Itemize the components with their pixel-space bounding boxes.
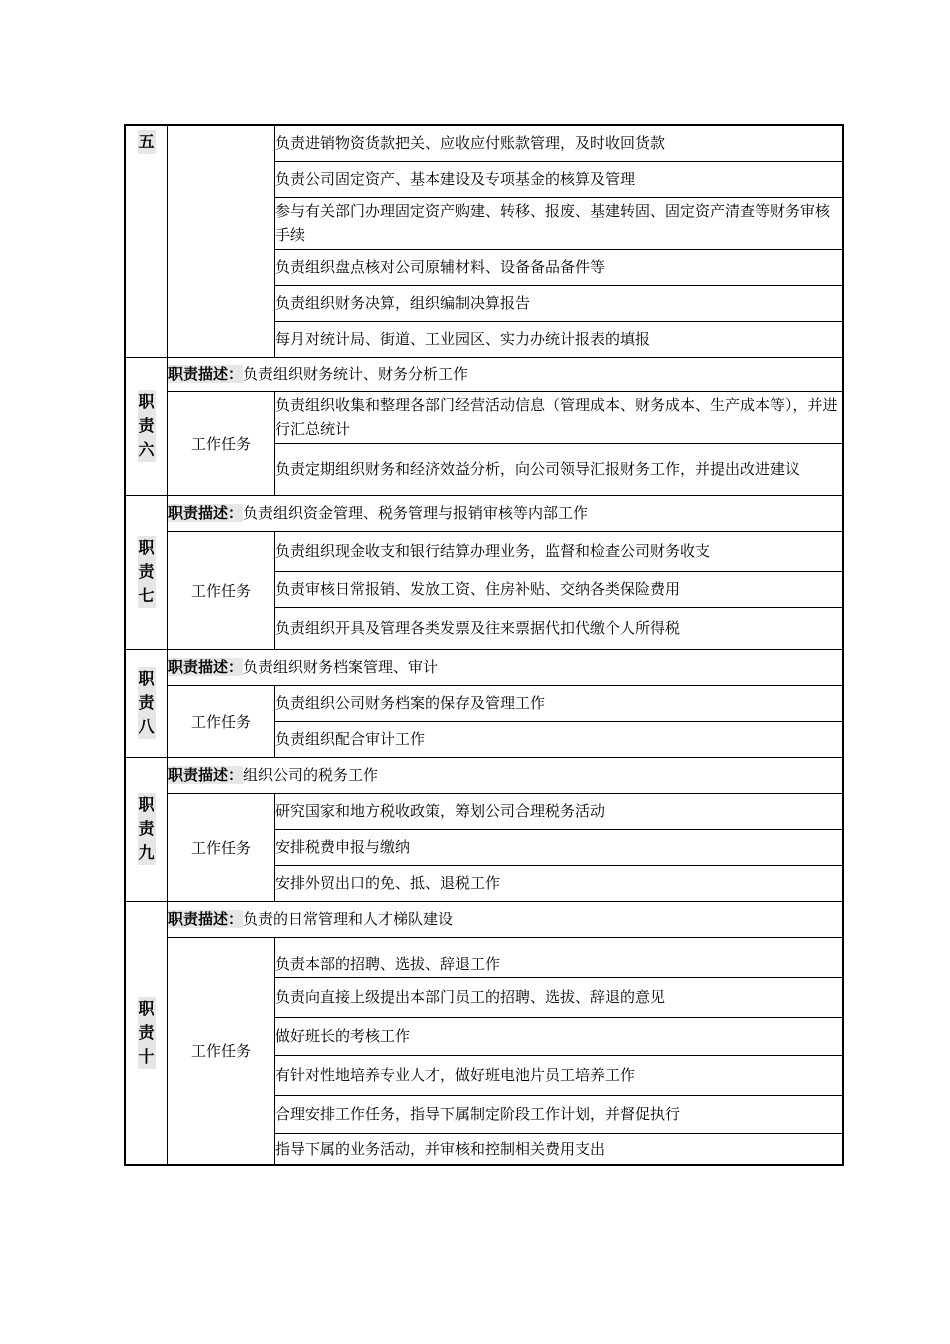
duty7-task-label: 工作任务 <box>168 531 275 649</box>
duty8-desc-text: 负责组织财务档案管理、审计 <box>243 658 439 676</box>
duty7-desc-text: 负责组织资金管理、税务管理与报销审核等内部工作 <box>243 504 589 522</box>
duty10-task-6: 指导下属的业务活动，并审核和控制相关费用支出 <box>275 1133 844 1165</box>
duty9-desc-label: 职责描述： <box>168 766 244 784</box>
duty6-task-1: 负责组织收集和整理各部门经营活动信息（管理成本、财务成本、生产成本等），并进行汇总统计 <box>275 391 844 443</box>
duty10-row <box>125 901 843 937</box>
duty7-desc-label: 职责描述： <box>168 504 244 522</box>
duty8-number: 职责八 <box>125 649 168 757</box>
duty7-description <box>168 495 844 531</box>
duty6-desc-label: 职责描述： <box>168 365 244 383</box>
duty7-task-1: 负责组织现金收支和银行结算办理业务，监督和检查公司财务收支 <box>275 531 844 571</box>
duty10-task-3: 做好班长的考核工作 <box>275 1017 844 1055</box>
duty10-number: 职责十 <box>125 901 168 1165</box>
duty8-task-1: 负责组织公司财务档案的保存及管理工作 <box>275 685 844 721</box>
duty9-task-label: 工作任务 <box>168 793 275 901</box>
duty6-description <box>168 357 844 391</box>
duty9-number: 职责九 <box>125 757 168 901</box>
duty8-task-2: 负责组织配合审计工作 <box>275 721 844 757</box>
duty9-row <box>125 757 843 793</box>
duty10-task-1: 负责本部的招聘、选拔、辞退工作 <box>275 937 844 977</box>
duty5-row <box>125 125 843 161</box>
duty10-task-label: 工作任务 <box>168 937 275 1165</box>
duty9-desc-text: 组织公司的税务工作 <box>243 766 379 784</box>
duty9-description <box>168 757 844 793</box>
duty5-task-6: 每月对统计局、街道、工业园区、实力办统计报表的填报 <box>275 321 844 357</box>
duty6-task-2: 负责定期组织财务和经济效益分析，向公司领导汇报财务工作，并提出改进建议 <box>275 443 844 495</box>
duty10-desc-text: 负责的日常管理和人才梯队建设 <box>243 910 454 928</box>
duty10-task-5: 合理安排工作任务，指导下属制定阶段工作计划，并督促执行 <box>275 1095 844 1133</box>
duty7-task-2: 负责审核日常报销、发放工资、住房补贴、交纳各类保险费用 <box>275 571 844 607</box>
duty8-description <box>168 649 844 685</box>
duty9-task-3: 安排外贸出口的免、抵、退税工作 <box>275 865 844 901</box>
duty9-task-2: 安排税费申报与缴纳 <box>275 829 844 865</box>
duty5-task-4: 负责组织盘点核对公司原辅材料、设备备品备件等 <box>275 249 844 285</box>
duty5-task-3: 参与有关部门办理固定资产购建、转移、报废、基建转固、固定资产清查等财务审核手续 <box>275 197 844 249</box>
duty10-description <box>168 901 844 937</box>
duty5-task-label <box>168 125 275 357</box>
duty10-task-2: 负责向直接上级提出本部门员工的招聘、选拔、辞退的意见 <box>275 977 844 1017</box>
duty-table <box>124 124 844 1166</box>
duty6-row <box>125 357 843 391</box>
duty9-task-1: 研究国家和地方税收政策，筹划公司合理税务活动 <box>275 793 844 829</box>
duty5-task-1: 负责进销物资货款把关、应收应付账款管理，及时收回货款 <box>275 125 844 161</box>
duty6-number: 职责六 <box>125 357 168 495</box>
duty5-number: 五 <box>125 125 168 357</box>
duty6-task-label: 工作任务 <box>168 391 275 495</box>
duty8-task-label: 工作任务 <box>168 685 275 757</box>
duty10-task-4: 有针对性地培养专业人才，做好班电池片员工培养工作 <box>275 1055 844 1095</box>
duty7-row <box>125 495 843 531</box>
duty8-desc-label: 职责描述： <box>168 658 244 676</box>
duty7-number: 职责七 <box>125 495 168 649</box>
duty5-task-2: 负责公司固定资产、基本建设及专项基金的核算及管理 <box>275 161 844 197</box>
duty10-desc-label: 职责描述： <box>168 910 244 928</box>
duty8-row <box>125 649 843 685</box>
duty5-task-5: 负责组织财务决算，组织编制决算报告 <box>275 285 844 321</box>
duty7-task-3: 负责组织开具及管理各类发票及往来票据代扣代缴个人所得税 <box>275 607 844 649</box>
duty6-desc-text: 负责组织财务统计、财务分析工作 <box>243 365 469 383</box>
